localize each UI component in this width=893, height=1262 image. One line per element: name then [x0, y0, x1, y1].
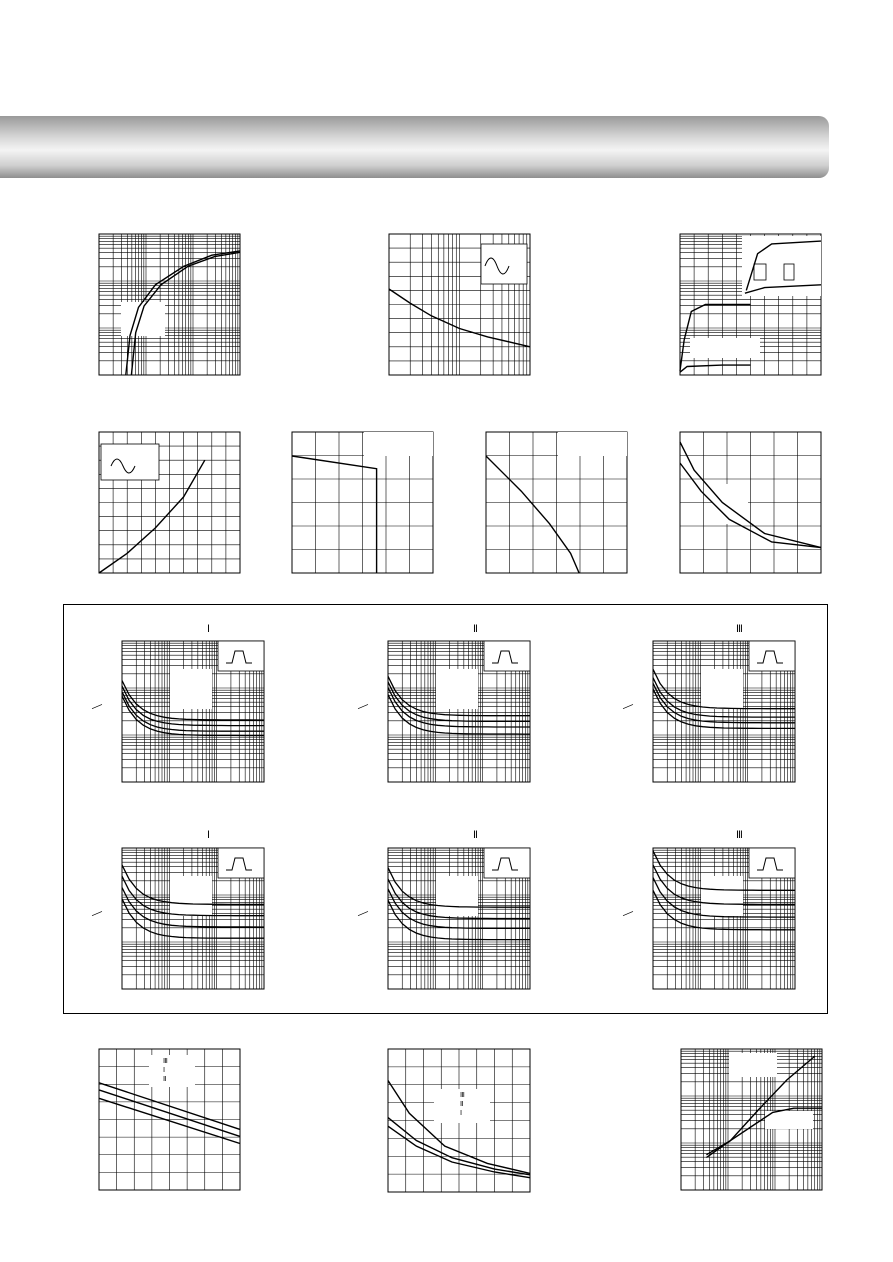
- chart-c1: [99, 234, 240, 375]
- label-box: [765, 1111, 813, 1129]
- label-box: [218, 641, 264, 671]
- legend-entry: Ⅲ: [460, 1091, 465, 1099]
- chart-c2: [389, 234, 530, 375]
- chart-b2: [388, 1049, 530, 1192]
- series-line: [680, 365, 751, 372]
- legend-entry: Ⅱ: [460, 1100, 464, 1108]
- label-box: [729, 1053, 777, 1077]
- legend-entry: Ⅲ: [163, 1057, 168, 1065]
- section-header-bar: [0, 116, 829, 178]
- label-box: [701, 876, 743, 916]
- label-box: [436, 669, 478, 709]
- label-box: [170, 669, 212, 709]
- label-box: [481, 244, 527, 284]
- panel-g2: [388, 641, 530, 782]
- series-line: [486, 456, 579, 573]
- label-box: [484, 641, 530, 671]
- chart-c5: [292, 432, 433, 573]
- legend-entry: Ⅱ: [163, 1075, 167, 1083]
- series-line: [292, 456, 377, 573]
- chart-c6: [486, 432, 627, 573]
- group-label-top-2: Ⅱ: [473, 624, 478, 635]
- panel-g1: [122, 641, 264, 782]
- label-box: [558, 432, 627, 456]
- label-box: [101, 444, 159, 480]
- panel-g6: [653, 848, 795, 989]
- label-box: [484, 848, 530, 878]
- plot-frame: [99, 234, 240, 375]
- chart-c3: [680, 234, 821, 375]
- panel-g5: [388, 848, 530, 989]
- label-box: [749, 848, 795, 878]
- panel-g4: [122, 848, 264, 989]
- chart-b3: [681, 1049, 822, 1190]
- label-box: [436, 876, 478, 916]
- chart-c7: [680, 432, 821, 573]
- label-box: [749, 641, 795, 671]
- label-box: [690, 338, 760, 358]
- legend-entry: Ⅰ: [460, 1109, 463, 1117]
- group-label-top-1: Ⅰ: [207, 624, 210, 635]
- panel-g3: [653, 641, 795, 782]
- group-label-top-3: Ⅲ: [736, 624, 743, 635]
- label-box: [149, 1055, 195, 1087]
- label-box: [170, 876, 212, 916]
- group-label-bottom-3: Ⅲ: [736, 830, 743, 841]
- group-label-bottom-2: Ⅱ: [473, 830, 478, 841]
- legend-entry: Ⅰ: [163, 1066, 166, 1074]
- label-box: [701, 669, 743, 709]
- label-box: [364, 432, 433, 456]
- chart-b1: [99, 1049, 240, 1190]
- label-box: [218, 848, 264, 878]
- chart-c4: [99, 432, 240, 573]
- group-label-bottom-1: Ⅰ: [207, 830, 210, 841]
